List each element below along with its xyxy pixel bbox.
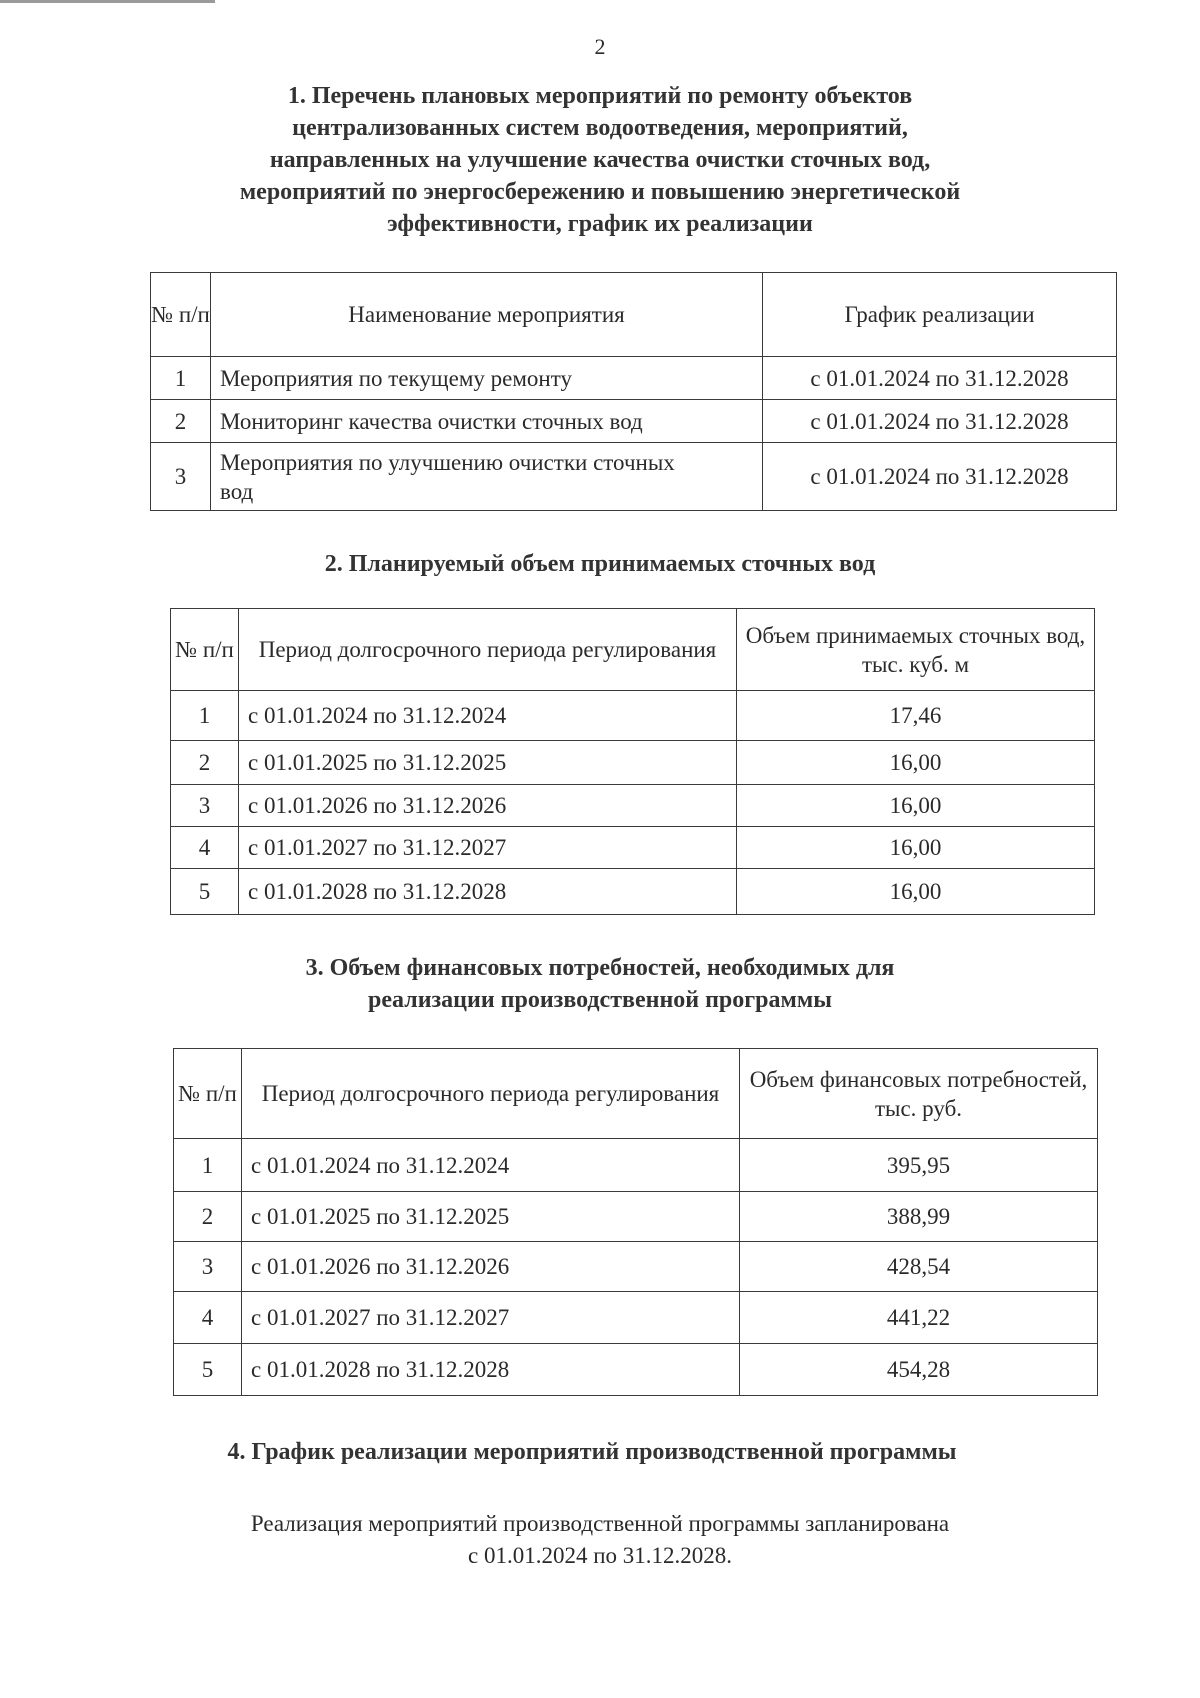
table-row: [174, 1139, 1098, 1192]
row-num: 5: [174, 1344, 242, 1396]
row-volume: 16,00: [737, 741, 1095, 785]
table-row: [174, 1192, 1098, 1242]
row-financial-needs: 454,28: [740, 1344, 1098, 1396]
row-num: 1: [151, 357, 211, 400]
row-schedule: с 01.01.2024 по 31.12.2028: [763, 400, 1117, 443]
header-period: Период долгосрочного периода регулирования: [239, 609, 737, 691]
section3-heading: [0, 952, 1200, 1016]
section3-heading-line: 3. Объем финансовых потребностей, необходимых для: [305, 955, 895, 981]
row-num: 2: [171, 741, 239, 785]
row-num: 3: [151, 443, 211, 511]
section4-text-line: с 01.01.2024 по 31.12.2028.: [467, 1543, 733, 1568]
table-row: [151, 357, 1117, 400]
row-num: 5: [171, 869, 239, 915]
table-row: [171, 691, 1095, 741]
header-num: № п/п: [151, 273, 211, 357]
row-num: 2: [151, 400, 211, 443]
wastewater-volume-table: [170, 608, 1095, 915]
section1-heading-line: эффективности, график их реализации: [387, 211, 813, 237]
row-num: 1: [174, 1139, 242, 1192]
row-num: 3: [174, 1242, 242, 1292]
header-activity-name: Наименование мероприятия: [211, 273, 763, 357]
section1-heading: [0, 80, 1200, 240]
row-volume: 16,00: [737, 869, 1095, 915]
section1-heading-line: 1. Перечень плановых мероприятий по ремонту объектов: [287, 83, 913, 109]
header-schedule: График реализации: [763, 273, 1117, 357]
row-volume: 17,46: [737, 691, 1095, 741]
row-period: с 01.01.2028 по 31.12.2028: [239, 869, 737, 915]
row-num: 3: [171, 785, 239, 827]
row-period: с 01.01.2025 по 31.12.2025: [239, 741, 737, 785]
table-row: [171, 741, 1095, 785]
table-header-row: [171, 609, 1095, 691]
row-schedule: с 01.01.2024 по 31.12.2028: [763, 357, 1117, 400]
header-financial-needs: Объем финансовых потребностей, тыс. руб.: [740, 1049, 1098, 1139]
section1-heading-line: мероприятий по энергосбережению и повышению энергетической: [239, 179, 961, 205]
table-header-row: [174, 1049, 1098, 1139]
row-num: 2: [174, 1192, 242, 1242]
row-period: с 01.01.2025 по 31.12.2025: [242, 1192, 740, 1242]
row-activity-name: Мероприятия по текущему ремонту: [211, 357, 763, 400]
table-row: [171, 869, 1095, 915]
row-num: 1: [171, 691, 239, 741]
table-row: [171, 827, 1095, 869]
row-period: с 01.01.2024 по 31.12.2024: [239, 691, 737, 741]
row-financial-needs: 441,22: [740, 1292, 1098, 1344]
section3-heading-line: реализации производственной программы: [368, 987, 832, 1013]
scan-edge-mark: [0, 0, 215, 3]
row-financial-needs: 428,54: [740, 1242, 1098, 1292]
table-row: [174, 1292, 1098, 1344]
section4-text: [0, 1508, 1200, 1572]
row-financial-needs: 395,95: [740, 1139, 1098, 1192]
table-row: [151, 443, 1117, 511]
table-row: [151, 400, 1117, 443]
row-activity-name: Мероприятия по улучшению очистки сточных вод: [211, 443, 763, 511]
section4-heading: 4. График реализации мероприятий производственной программы: [227, 1439, 957, 1465]
table-row: [171, 785, 1095, 827]
financial-needs-table: [173, 1048, 1098, 1396]
row-period: с 01.01.2027 по 31.12.2027: [242, 1292, 740, 1344]
row-period: с 01.01.2027 по 31.12.2027: [239, 827, 737, 869]
table-header-row: [151, 273, 1117, 357]
section4-text-line: Реализация мероприятий производственной программы запланирована: [250, 1511, 950, 1536]
row-num: 4: [171, 827, 239, 869]
row-schedule: с 01.01.2024 по 31.12.2028: [763, 443, 1117, 511]
table-row: [174, 1344, 1098, 1396]
activities-table: [150, 272, 1117, 511]
header-num: № п/п: [171, 609, 239, 691]
row-period: с 01.01.2024 по 31.12.2024: [242, 1139, 740, 1192]
row-period: с 01.01.2028 по 31.12.2028: [242, 1344, 740, 1396]
row-period: с 01.01.2026 по 31.12.2026: [239, 785, 737, 827]
row-financial-needs: 388,99: [740, 1192, 1098, 1242]
row-volume: 16,00: [737, 827, 1095, 869]
table-row: [174, 1242, 1098, 1292]
page-number: 2: [594, 34, 606, 59]
section1-heading-line: централизованных систем водоотведения, мероприятий,: [292, 115, 908, 141]
header-volume: Объем принимаемых сточных вод, тыс. куб. м: [737, 609, 1095, 691]
header-period: Период долгосрочного периода регулирования: [242, 1049, 740, 1139]
section2-heading: 2. Планируемый объем принимаемых сточных вод: [324, 551, 876, 577]
section1-heading-line: направленных на улучшение качества очистки сточных вод,: [269, 147, 931, 173]
row-activity-name: Мониторинг качества очистки сточных вод: [211, 400, 763, 443]
row-volume: 16,00: [737, 785, 1095, 827]
row-period: с 01.01.2026 по 31.12.2026: [242, 1242, 740, 1292]
header-num: № п/п: [174, 1049, 242, 1139]
row-num: 4: [174, 1292, 242, 1344]
